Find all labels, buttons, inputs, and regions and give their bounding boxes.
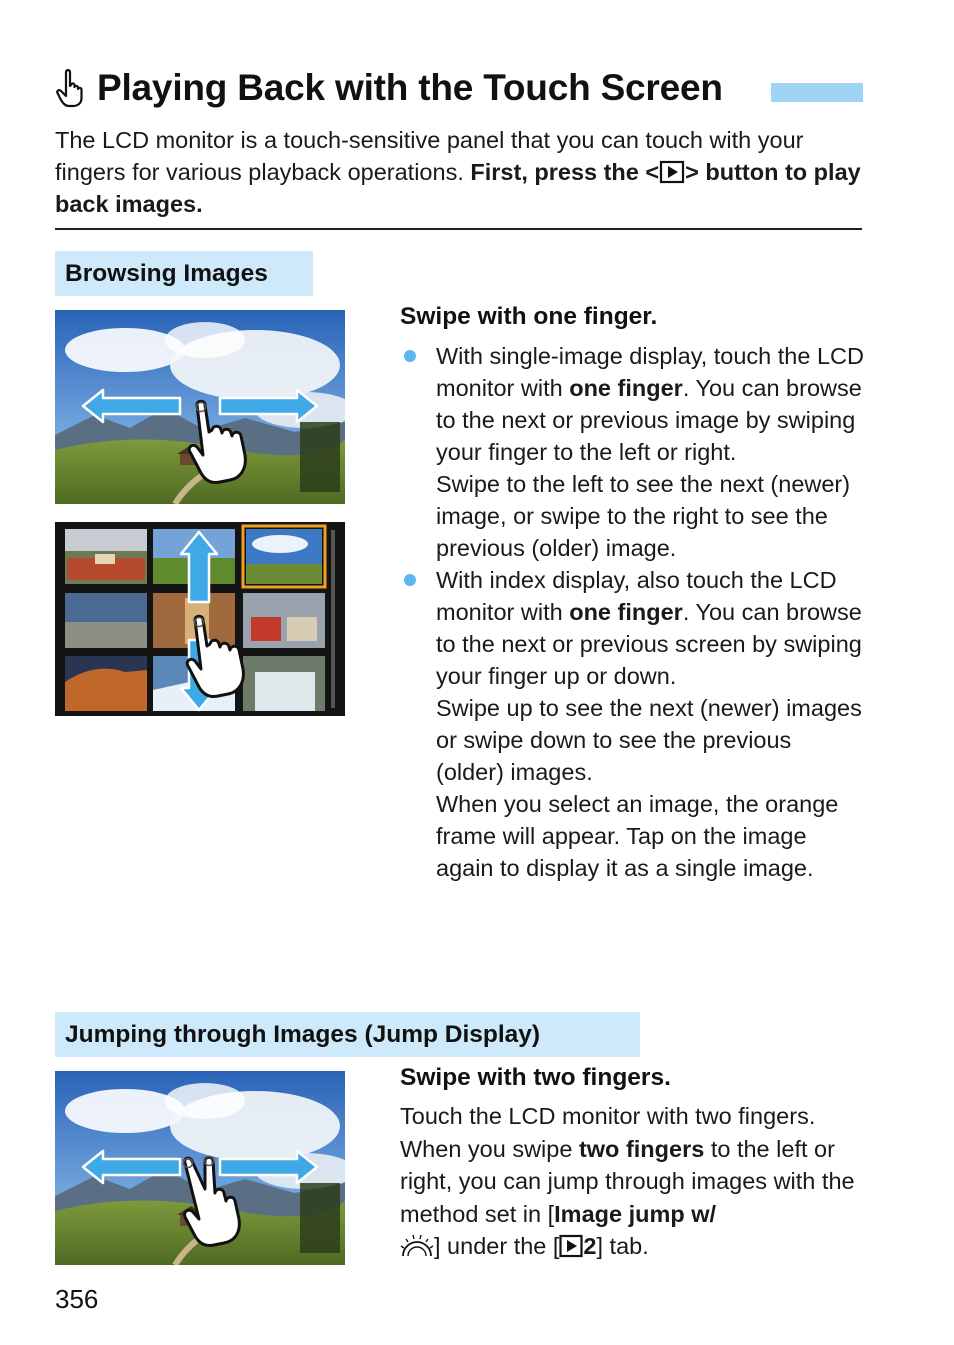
intro-paragraph	[55, 124, 865, 220]
bullet-text: When you select an image, the orange frame will appear. Tap on the image again to display it as a single image.	[436, 791, 839, 881]
bullet-text: With single-image display, touch the LCD monitor with	[436, 343, 864, 401]
bullet-dot-icon	[404, 350, 416, 362]
bullet-text: Swipe to the left to see the next (newer) image, or swipe to the right to see the previous (older) image.	[436, 471, 851, 561]
bullet-text: With index display, also touch the LCD monitor with	[436, 567, 837, 625]
dial-icon	[400, 1234, 434, 1258]
intro-bold-before: First, press the <	[470, 159, 660, 185]
index-display-swipe-illustration	[55, 522, 345, 716]
list-item	[400, 340, 865, 564]
intro-bold-after: > button to play back images.	[55, 159, 861, 217]
bullet-text: . You can browse to the next or previous screen by swiping your finger up or down.	[436, 599, 862, 689]
divider	[55, 228, 862, 230]
single-image-swipe-illustration	[55, 310, 345, 504]
bullet-list	[400, 340, 865, 884]
touch-hand-icon	[55, 68, 85, 108]
bullet-bold: one finger	[569, 599, 683, 625]
two-finger-swipe-illustration	[55, 1071, 345, 1265]
playback-tab-icon	[559, 1234, 583, 1258]
subheading-two-fingers: Swipe with two fingers.	[400, 1064, 671, 1091]
jump-display-paragraph	[400, 1100, 865, 1263]
page-number: 356	[55, 1284, 99, 1314]
bullet-text: Swipe up to see the next (newer) images or swipe down to see the previous (older) images.	[436, 695, 862, 785]
section-heading-browsing: Browsing Images	[55, 251, 313, 296]
para-bold: 2	[583, 1233, 597, 1259]
bullet-text: . You can browse to the next or previous image by swiping your finger to the left or right.	[436, 375, 862, 465]
list-item	[400, 564, 865, 884]
intro-text: The LCD monitor is a touch-sensitive panel that you can touch with your fingers for various playback operations.	[55, 127, 804, 185]
title-text: Playing Back with the Touch Screen	[97, 67, 723, 108]
bullet-bold: one finger	[569, 375, 683, 401]
bullet-dot-icon	[404, 574, 416, 586]
para-bold: Image jump w/	[554, 1200, 717, 1227]
para-text: Touch the LCD monitor with two fingers. When you swipe	[400, 1103, 816, 1162]
page-title	[55, 62, 723, 114]
para-text: to the left or right, you can jump through images with the method set in [	[400, 1135, 855, 1227]
para-text: ] under the [	[434, 1233, 560, 1259]
para-bold: two fingers	[578, 1135, 705, 1162]
title-accent-bar	[771, 83, 863, 102]
playback-button-icon	[659, 160, 685, 184]
section-heading-jump-display: Jumping through Images (Jump Display)	[55, 1012, 640, 1057]
para-text: ] tab.	[596, 1233, 649, 1259]
subheading-one-finger: Swipe with one finger.	[400, 303, 658, 330]
